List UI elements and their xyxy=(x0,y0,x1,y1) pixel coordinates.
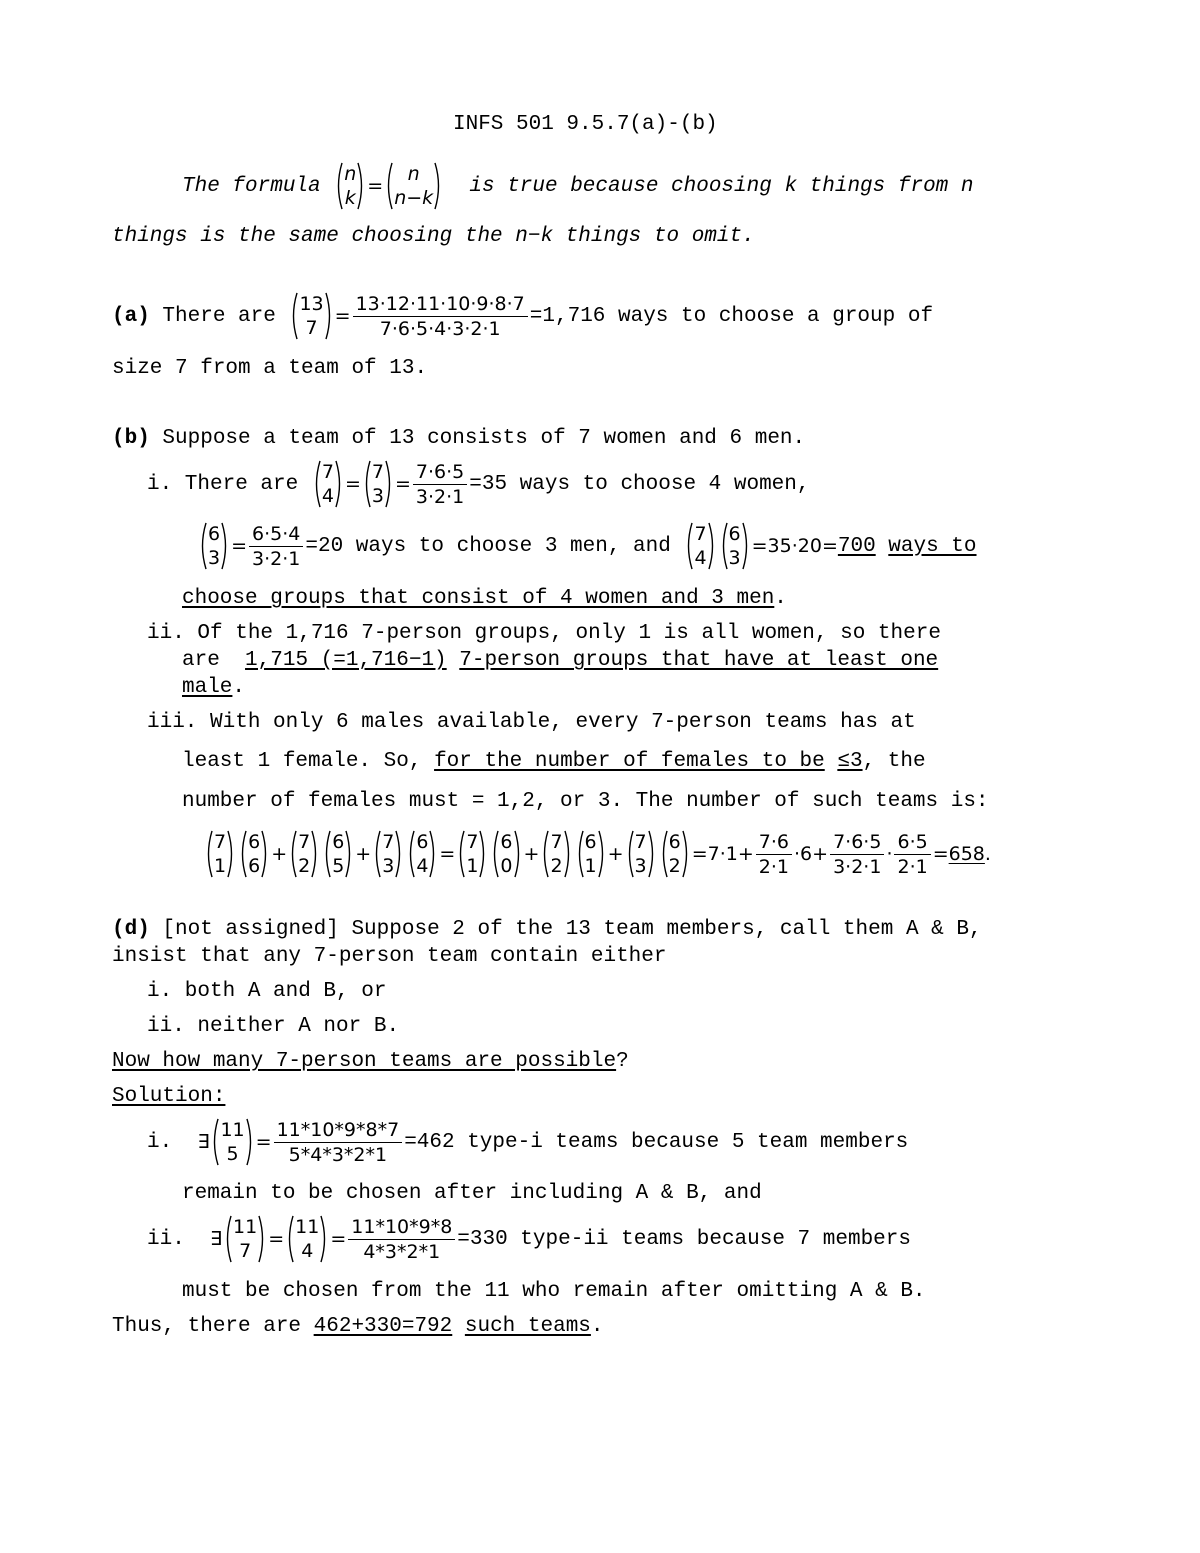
part-b-i-line-2: 6 3 = $\frac{6\cdot 5\cdot 4}{3\cdot 2\cdot 1}$ =20 ways to choose 3 men, and 7 4 6 3 =35·20= 700 ways to xyxy=(197,522,977,570)
answer-1715: 1,715 (=1,716−1) xyxy=(245,649,447,672)
binomial-6-3-b: 6 3 xyxy=(719,522,751,570)
part-a-label: (a) xyxy=(112,304,150,328)
part-d-ii: ii. neither A nor B. xyxy=(147,1015,400,1038)
binomial-n-nk: n n−k xyxy=(384,162,443,210)
answer-700: 700 xyxy=(837,534,876,558)
part-b-intro: (b) Suppose a team of 13 consists of 7 women and 6 men. xyxy=(112,427,806,450)
answer-792: 462+330=792 xyxy=(313,1315,453,1338)
solution-i-line-1: i. ∃ 11 5 = $\frac{11*10*9*8*7}{5*4*3*2*1}$ =462 type-i teams because 5 team members xyxy=(147,1118,909,1166)
part-b-iii-line-1: iii. With only 6 males available, every 7-person teams has at xyxy=(147,711,916,734)
binomial-n-k: n k xyxy=(334,162,366,210)
intro-formula-line: The formula n k = n n−k is true because choosing k things from n xyxy=(182,163,974,209)
part-a-line-2: size 7 from a team of 13. xyxy=(112,357,428,380)
part-b-iii-line-3: number of females must = 1,2, or 3. The number of such teams is: xyxy=(182,790,989,813)
intro-line-2: things is the same choosing the n−k things to omit. xyxy=(112,225,755,248)
part-d-line-1: (d) [not assigned] Suppose 2 of the 13 team members, call them A & B, xyxy=(112,918,982,941)
conclusion-line: Thus, there are 462+330=792 such teams. xyxy=(112,1315,604,1338)
fraction-765: $\frac{7\cdot 6\cdot 5}{3\cdot 2\cdot 1}$ xyxy=(413,461,467,508)
solution-i-line-2: remain to be chosen after including A & B, and xyxy=(182,1182,762,1205)
part-d-line-2: insist that any 7-person team contain either xyxy=(112,945,667,968)
binomial-7-4-b: 7 4 xyxy=(684,522,716,570)
fraction-13-choose-7: $\frac{13\cdot 12\cdot 11\cdot 10\cdot 9\cdot 8\cdot 7}{7\cdot 6\cdot 5\cdot 4\cdot 3\cdot 2\cdot 1}$ xyxy=(353,293,528,340)
part-d-i: i. both A and B, or xyxy=(147,980,387,1003)
part-b-iii-equation: 7 1 6 6 + 7 2 6 5 + 7 3 6 4 = 7 1 6 0 + 7 2 6 1 + 7 3 6 2 =7·1+ $\frac{7\cdot 6}{2\cdot 1}$ ·6+ $\frac{7\cdot 6\cdot 5}{3\cdot 2\cdot 1}$ · $\frac{6\cdot 5}{2\cdot 1}$ = 658 . xyxy=(203,830,991,878)
part-a-line: (a) There are 13 7 = $\frac{13\cdot 12\cdot 11\cdot 10\cdot 9\cdot 8\cdot 7}{7\cdot 6\cdot 5\cdot 4\cdot 3\cdot 2\cdot 1}$ =1,716 ways to choose a group of xyxy=(112,292,934,340)
binomial-11-4: 11 4 xyxy=(285,1215,329,1263)
page-title: INFS 501 9.5.7(a)-(b) xyxy=(453,113,718,136)
part-b-iii-line-2: least 1 female. So, for the number of females to be ≤3, the xyxy=(182,750,926,773)
binomial-13-7: 13 7 xyxy=(289,292,333,340)
solution-heading: Solution: xyxy=(112,1085,226,1108)
part-b-i-line-1: i. There are 7 4 = 7 3 = $\frac{7\cdot 6\cdot 5}{3\cdot 2\cdot 1}$ =35 ways to choose 4 women, xyxy=(147,460,810,508)
binomial-11-7: 11 7 xyxy=(223,1215,267,1263)
solution-ii-line-2: must be chosen from the 11 who remain after omitting A & B. xyxy=(182,1280,926,1303)
binomial-11-5: 11 5 xyxy=(210,1118,254,1166)
binomial-7-3: 7 3 xyxy=(362,460,394,508)
part-b-i-line-3: choose groups that consist of 4 women and 3 men. xyxy=(182,587,787,610)
binomial-7-4: 7 4 xyxy=(312,460,344,508)
answer-658: 658 xyxy=(948,843,985,865)
part-b-ii-line-1: ii. Of the 1,716 7-person groups, only 1 is all women, so there xyxy=(147,622,941,645)
part-b-ii-line-3: male. xyxy=(182,676,246,699)
part-d-question: Now how many 7-person teams are possible? xyxy=(112,1050,629,1073)
intro-pre-text: The formula xyxy=(182,174,321,198)
intro-post-text: is true because choosing k things from n xyxy=(469,174,974,198)
part-b-ii-line-2: are 1,715 (=1,716−1) 7-person groups that have at least one xyxy=(182,649,939,672)
fraction-654: $\frac{6\cdot 5\cdot 4}{3\cdot 2\cdot 1}$ xyxy=(249,523,303,570)
solution-ii-line-1: ii. ∃ 11 7 = 11 4 = $\frac{11*10*9*8}{4*3*2*1}$ =330 type-ii teams because 7 members xyxy=(147,1215,911,1263)
binomial-6-3: 6 3 xyxy=(198,522,230,570)
